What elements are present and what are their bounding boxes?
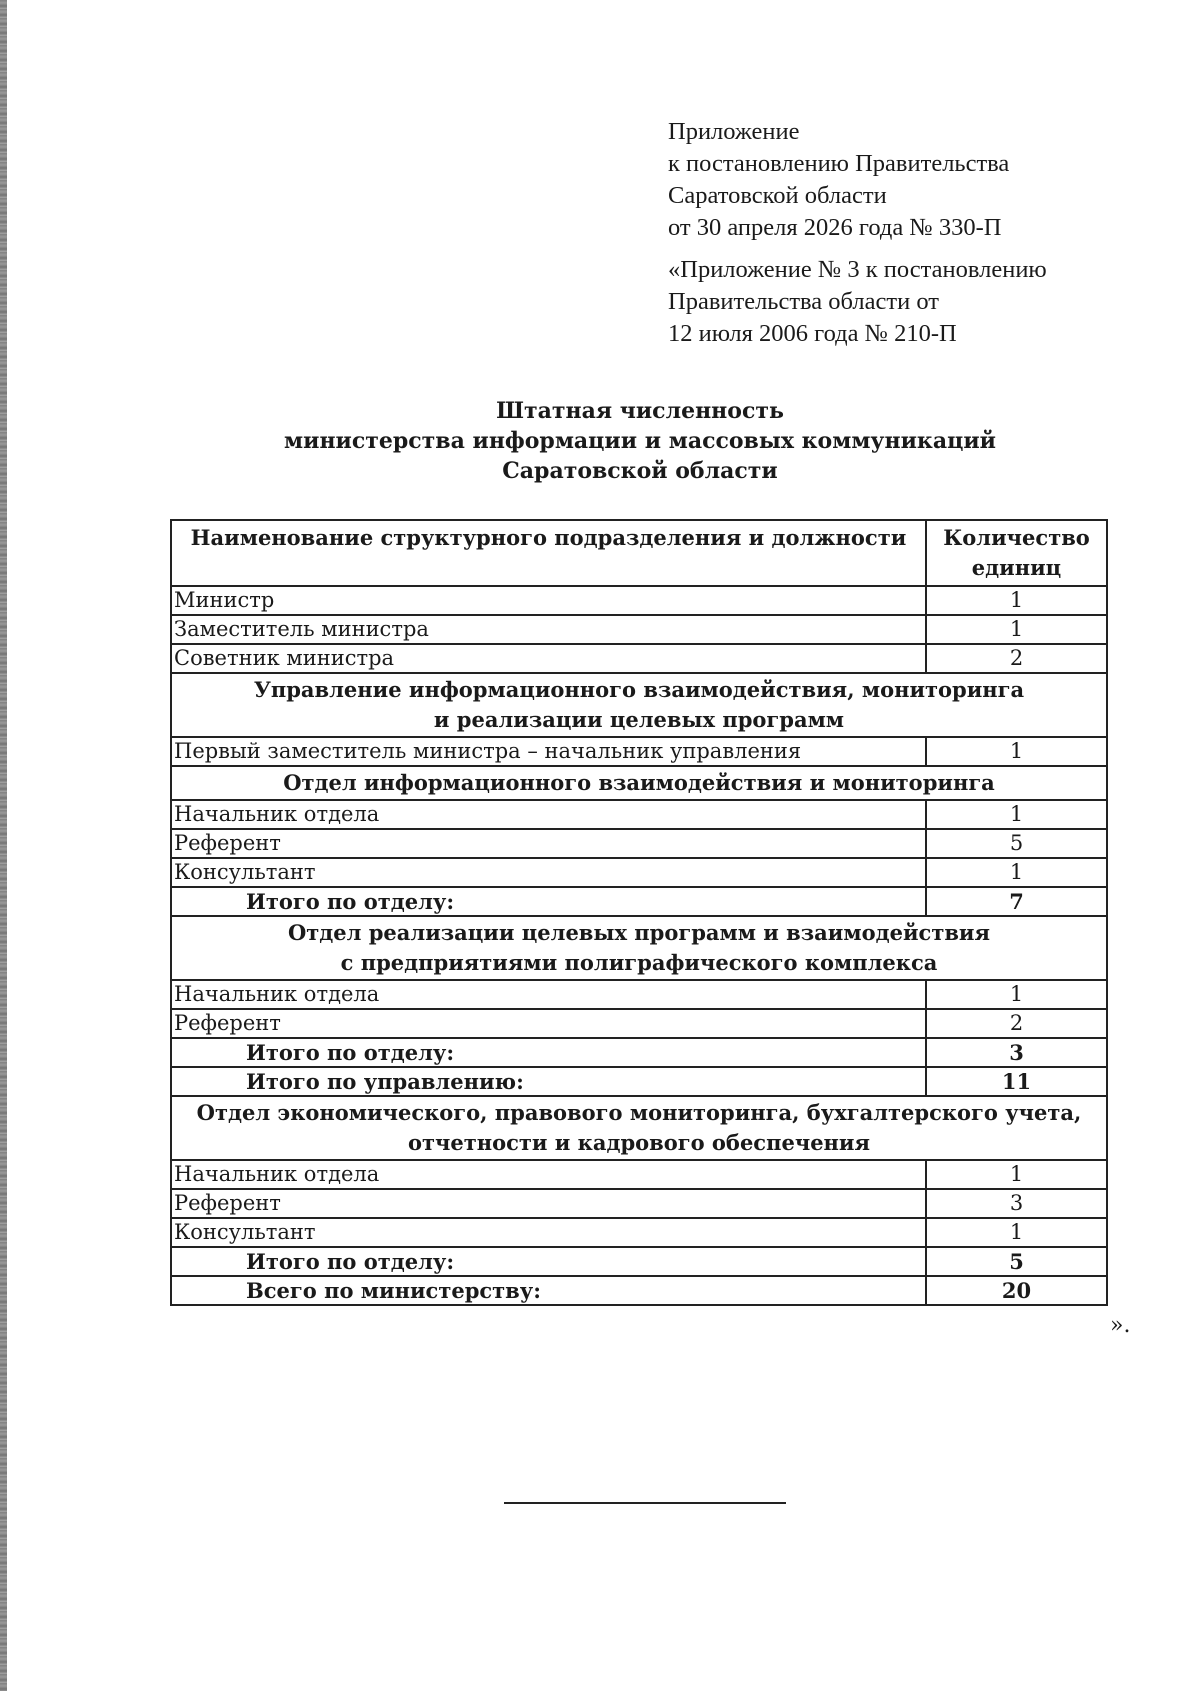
section-header-row bbox=[171, 916, 1107, 980]
staff-table-body bbox=[171, 586, 1107, 1305]
section-title-line: с предприятиями полиграфического комплекса bbox=[340, 950, 938, 975]
table-row bbox=[171, 644, 1107, 673]
title-line: Штатная численность bbox=[496, 398, 784, 424]
position-quantity: 3 bbox=[926, 1189, 1107, 1218]
scan-edge bbox=[0, 0, 7, 1691]
section-title bbox=[171, 1096, 1107, 1160]
total-quantity: 3 bbox=[926, 1038, 1107, 1067]
closing-quote: ». bbox=[1110, 1313, 1131, 1338]
column-header-qty bbox=[926, 520, 1107, 586]
position-name: Начальник отдела bbox=[171, 980, 926, 1009]
total-label: Итого по отделу: bbox=[171, 887, 926, 916]
column-header-qty-line: Количество bbox=[943, 525, 1090, 550]
section-header-row bbox=[171, 673, 1107, 737]
position-quantity: 1 bbox=[926, 800, 1107, 829]
position-name: Заместитель министра bbox=[171, 615, 926, 644]
position-quantity: 1 bbox=[926, 615, 1107, 644]
total-quantity: 5 bbox=[926, 1247, 1107, 1276]
column-header-name: Наименование структурного подразделения и должности bbox=[171, 520, 926, 586]
section-title-line: Отдел реализации целевых программ и взаимодействия bbox=[287, 920, 991, 945]
staff-table bbox=[170, 519, 1108, 1306]
header-line: Правительства области от bbox=[668, 288, 939, 315]
table-row bbox=[171, 829, 1107, 858]
position-quantity: 2 bbox=[926, 644, 1107, 673]
position-quantity: 5 bbox=[926, 829, 1107, 858]
total-quantity: 20 bbox=[926, 1276, 1107, 1305]
end-rule bbox=[504, 1502, 786, 1504]
position-name: Первый заместитель министра – начальник управления bbox=[171, 737, 926, 766]
header-line: от 30 апреля 2026 года № 330-П bbox=[668, 214, 1002, 241]
table-row bbox=[171, 737, 1107, 766]
approval-header bbox=[668, 116, 1168, 350]
position-quantity: 2 bbox=[926, 1009, 1107, 1038]
position-name: Советник министра bbox=[171, 644, 926, 673]
position-quantity: 1 bbox=[926, 980, 1107, 1009]
position-quantity: 1 bbox=[926, 1218, 1107, 1247]
total-label: Итого по отделу: bbox=[171, 1038, 926, 1067]
total-row bbox=[171, 1067, 1107, 1096]
table-row bbox=[171, 1160, 1107, 1189]
header-line: «Приложение № 3 к постановлению bbox=[668, 256, 1047, 283]
table-row bbox=[171, 586, 1107, 615]
total-row bbox=[171, 887, 1107, 916]
section-header-row bbox=[171, 1096, 1107, 1160]
header-line: Саратовской области bbox=[668, 182, 887, 209]
position-name: Референт bbox=[171, 829, 926, 858]
table-row bbox=[171, 980, 1107, 1009]
section-title-line: Отдел экономического, правового мониторинга, бухгалтерского учета, bbox=[196, 1100, 1082, 1125]
column-header-qty-line: единиц bbox=[971, 555, 1062, 580]
title-line: Саратовской области bbox=[502, 458, 778, 484]
position-name: Консультант bbox=[171, 1218, 926, 1247]
position-quantity: 1 bbox=[926, 586, 1107, 615]
total-row bbox=[171, 1247, 1107, 1276]
section-title-line: Отдел информационного взаимодействия и мониторинга bbox=[283, 770, 995, 795]
table-header-row bbox=[171, 520, 1107, 586]
position-name: Консультант bbox=[171, 858, 926, 887]
section-title bbox=[171, 766, 1107, 800]
section-title bbox=[171, 673, 1107, 737]
table-row bbox=[171, 800, 1107, 829]
total-label: Всего по министерству: bbox=[171, 1276, 926, 1305]
title-line: министерства информации и массовых коммуникаций bbox=[284, 428, 996, 454]
total-quantity: 7 bbox=[926, 887, 1107, 916]
position-quantity: 1 bbox=[926, 1160, 1107, 1189]
section-title bbox=[171, 916, 1107, 980]
position-name: Начальник отдела bbox=[171, 1160, 926, 1189]
position-quantity: 1 bbox=[926, 737, 1107, 766]
total-row bbox=[171, 1276, 1107, 1305]
header-line: 12 июля 2006 года № 210-П bbox=[668, 320, 957, 347]
table-row bbox=[171, 858, 1107, 887]
table-row bbox=[171, 1009, 1107, 1038]
position-name: Министр bbox=[171, 586, 926, 615]
section-title-line: и реализации целевых программ bbox=[433, 707, 845, 732]
header-line: к постановлению Правительства bbox=[668, 150, 1010, 177]
section-title-line: Управление информационного взаимодействия, мониторинга bbox=[253, 677, 1025, 702]
position-name: Референт bbox=[171, 1009, 926, 1038]
total-label: Итого по управлению: bbox=[171, 1067, 926, 1096]
position-name: Референт bbox=[171, 1189, 926, 1218]
table-row bbox=[171, 1218, 1107, 1247]
position-name: Начальник отдела bbox=[171, 800, 926, 829]
total-row bbox=[171, 1038, 1107, 1067]
section-header-row bbox=[171, 766, 1107, 800]
table-row bbox=[171, 615, 1107, 644]
table-row bbox=[171, 1189, 1107, 1218]
total-quantity: 11 bbox=[926, 1067, 1107, 1096]
total-label: Итого по отделу: bbox=[171, 1247, 926, 1276]
position-quantity: 1 bbox=[926, 858, 1107, 887]
header-line: Приложение bbox=[668, 118, 800, 145]
document-title bbox=[170, 396, 1110, 486]
section-title-line: отчетности и кадрового обеспечения bbox=[407, 1130, 871, 1155]
